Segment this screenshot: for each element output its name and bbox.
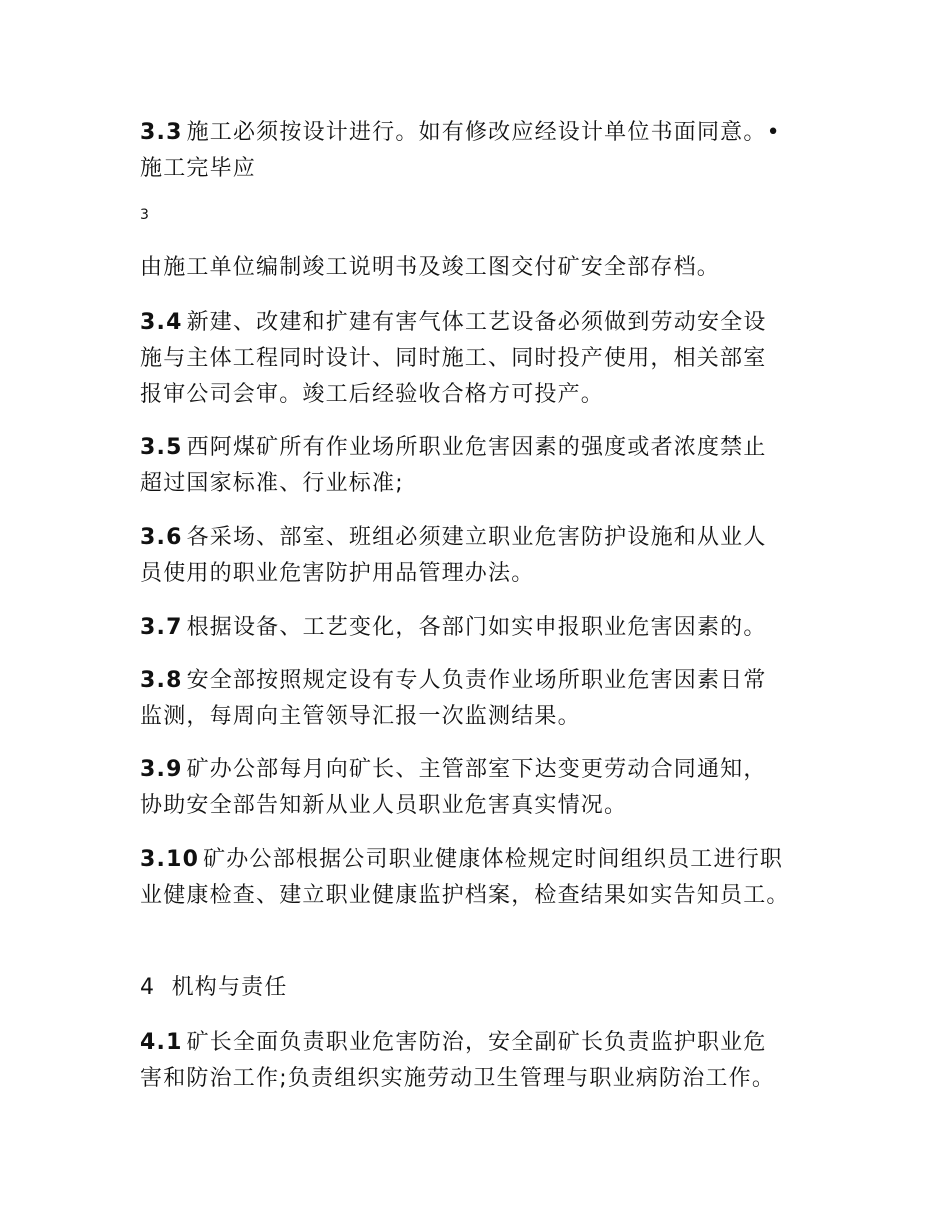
clause-number: 3.4 [140, 310, 183, 335]
clause-number: 3.3 [140, 120, 183, 145]
clause-number: 3.6 [140, 525, 183, 550]
paragraph-text: 施工必须按设计进行。如有修改应经设计单位书面同意。• [186, 120, 781, 145]
paragraph-text: 各采场、部室、班组必须建立职业危害防护设施和从业人 [186, 525, 767, 550]
paragraph-3-7 [140, 610, 820, 646]
paragraph-3-6 [140, 520, 820, 592]
paragraph-text: 协助安全部告知新从业人员职业危害真实情况。 [140, 793, 628, 818]
paragraph-text: 报审公司会审。竣工后经验收合格方可投产。 [140, 382, 605, 407]
paragraph-text: 矿办公部根据公司职业健康体检规定时间组织员工进行职 [203, 847, 784, 872]
paragraph-text: 矿长全面负责职业危害防治，安全副矿长负责监护职业危 [186, 1030, 767, 1055]
paragraph-text: 根据设备、工艺变化，各部门如实申报职业危害因素的。 [186, 615, 767, 640]
paragraph-text: 由施工单位编制竣工说明书及竣工图交付矿安全部存档。 [140, 255, 721, 280]
paragraph-text: 矿办公部每月向矿长、主管部室下达变更劳动合同通知， [186, 757, 767, 782]
paragraph-4-1 [140, 1025, 820, 1097]
paragraph-3-10 [140, 842, 820, 914]
clause-number: 4.1 [140, 1030, 183, 1055]
clause-number: 3.7 [140, 615, 183, 640]
paragraph-3-9 [140, 752, 820, 824]
clause-number: 3.5 [140, 435, 183, 460]
paragraph-text: 员使用的职业危害防护用品管理办法。 [140, 561, 535, 586]
clause-number: 3.10 [140, 847, 200, 872]
paragraph-text: 监测，每周向主管领导汇报一次监测结果。 [140, 704, 581, 729]
paragraph-text: 安全部按照规定设有专人负责作业场所职业危害因素日常 [186, 668, 767, 693]
paragraph-text: 超过国家标准、行业标准; [140, 471, 404, 496]
paragraph-continuation [140, 250, 820, 286]
paragraph-text: 业健康检查、建立职业健康监护档案，检查结果如实告知员工。 [140, 883, 790, 908]
clause-number: 3.8 [140, 668, 183, 693]
paragraph-3-8 [140, 663, 820, 735]
page-marker: 3 [140, 207, 149, 223]
section-heading [140, 970, 820, 1006]
clause-number: 3.9 [140, 757, 183, 782]
paragraph-text: 施工完毕应 [140, 156, 257, 181]
paragraph-text: 新建、改建和扩建有害气体工艺设备必须做到劳动安全设 [186, 310, 767, 335]
section-title: 4 机构与责任 [140, 975, 288, 1000]
paragraph-3-5 [140, 430, 820, 502]
paragraph-text: 害和防治工作;负责组织实施劳动卫生管理与职业病防治工作。 [140, 1066, 776, 1091]
paragraph-text: 西阿煤矿所有作业场所职业危害因素的强度或者浓度禁止 [186, 435, 767, 460]
paragraph-text: 施与主体工程同时设计、同时施工、同时投产使用，相关部室 [140, 346, 767, 371]
paragraph-3-4 [140, 305, 820, 413]
paragraph-3-3 [140, 115, 820, 187]
